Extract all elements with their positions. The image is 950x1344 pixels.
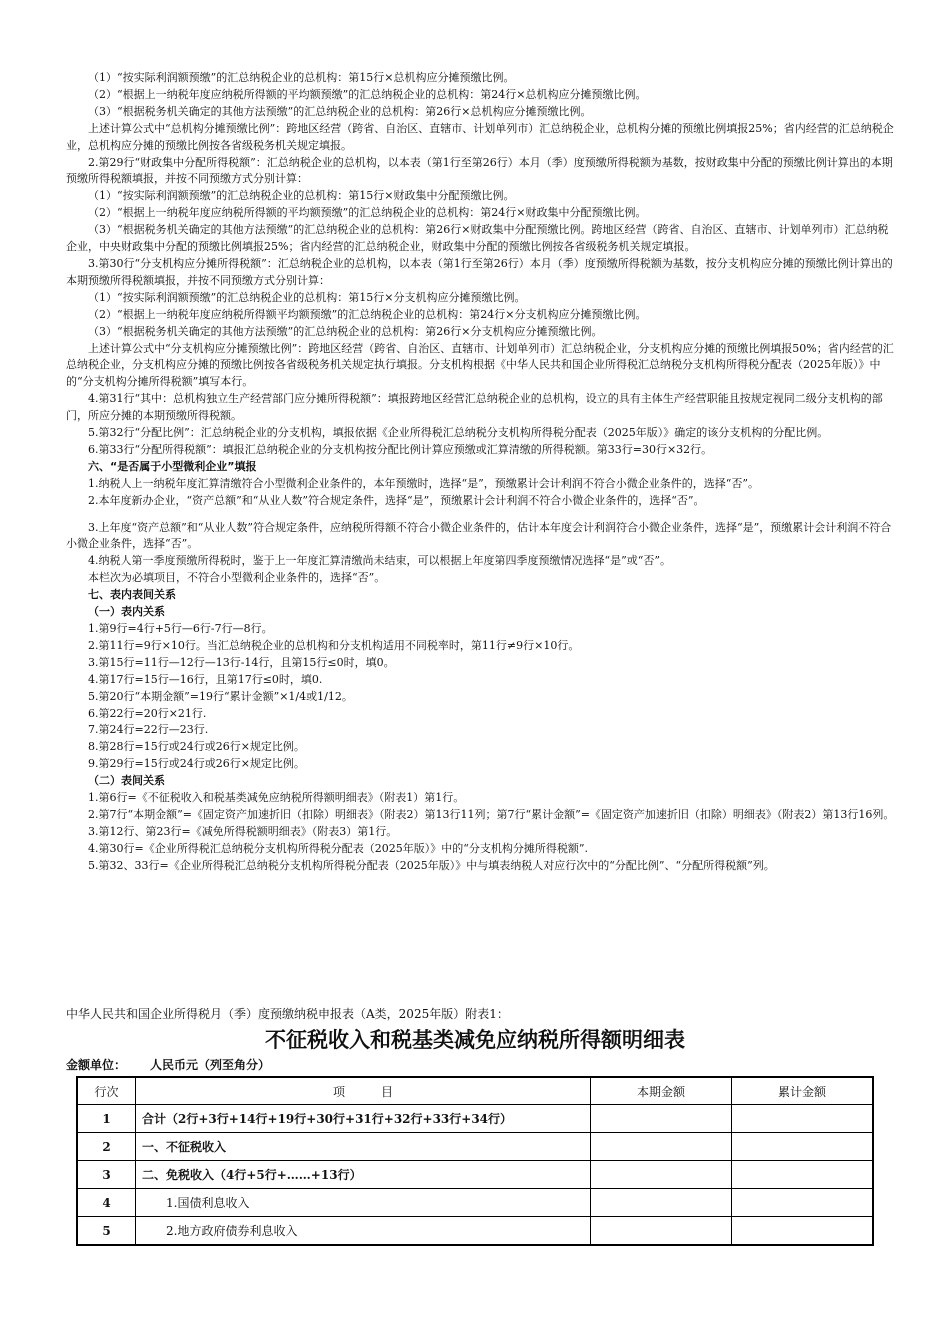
instruction-line: 6.第33行“分配所得税额”：填报汇总纳税企业的分支机构按分配比例计算应预缴或汇算清缴的所得税额。第33行=30行×32行。 bbox=[88, 442, 713, 456]
current-amount-cell[interactable] bbox=[591, 1161, 732, 1189]
unit-label: 金额单位： bbox=[66, 1058, 127, 1072]
form-title: 不征税收入和税基类减免应纳税所得额明细表 bbox=[265, 1028, 685, 1052]
instruction-line: （3）“根据税务机关确定的其他方法预缴”的汇总纳税企业的总机构：第26行×财政集中分配预缴比例。跨地区经营（跨省、自治区、直辖市、计划单列市）汇总纳税企业，中央财政集中分配的预缴比例填报25%；省内经营的汇总纳税企业，财政集中分配的预缴比例按各省级税务机关规定填报。 bbox=[66, 223, 889, 254]
section-heading: （二）表间关系 bbox=[88, 774, 165, 788]
instruction-line: 4.第31行“其中：总机构独立生产经营部门应分摊所得税额”：填报跨地区经营汇总纳税企业的总机构，设立的具有主体生产经营职能且按规定视同二级分支机构的部门，所应分摊的本期预缴所得税额。 bbox=[66, 392, 883, 423]
instruction-line: （3）“根据税务机关确定的其他方法预缴”的汇总纳税企业的总机构：第26行×总机构应分摊预缴比例。 bbox=[88, 104, 592, 118]
instruction-line: 8.第28行=15行或24行或26行×规定比例。 bbox=[88, 740, 305, 754]
header-item: 项 目 bbox=[136, 1077, 591, 1105]
instruction-line: 上述计算公式中“总机构分摊预缴比例”：跨地区经营（跨省、自治区、直辖市、计划单列市）汇总纳税企业，总机构分摊的预缴比例填报25%；省内经营的汇总纳税企业，总机构应分摊的预缴比例按各省级税务机关规定填报。 bbox=[66, 121, 894, 152]
header-current-amount: 本期金额 bbox=[591, 1077, 732, 1105]
row-number: 4 bbox=[77, 1189, 136, 1217]
row-item: 2.地方政府债券利息收入 bbox=[136, 1217, 591, 1246]
instruction-line: 3.第12行、第23行=《减免所得税额明细表》（附表3）第1行。 bbox=[88, 824, 398, 838]
instruction-line: 5.第32、33行=《企业所得税汇总纳税分支机构所得税分配表（2025年版）》中与填表纳税人对应行次中的“分配比例”、“分配所得税额”列。 bbox=[88, 858, 775, 872]
instruction-line: 4.第30行=《企业所得税汇总纳税分支机构所得税分配表（2025年版）》中的“分支机构分摊所得税额”. bbox=[88, 841, 588, 855]
instruction-line: 5.第32行“分配比例”：汇总纳税企业的分支机构，填报依据《企业所得税汇总纳税分支机构所得税分配表（2025年版）》确定的该分支机构的分配比例。 bbox=[88, 426, 829, 440]
instruction-line: 6.第22行=20行×21行. bbox=[88, 706, 207, 720]
section-heading: 七、表内表间关系 bbox=[88, 588, 176, 602]
instruction-line: 1.第6行=《不征税收入和税基类减免应纳税所得额明细表》（附表1）第1行。 bbox=[88, 791, 465, 805]
row-item: 1.国债利息收入 bbox=[136, 1189, 591, 1217]
cumulative-amount-cell[interactable] bbox=[732, 1105, 874, 1133]
cumulative-amount-cell[interactable] bbox=[732, 1189, 874, 1217]
instruction-line: 1.纳税人上一纳税年度汇算清缴符合小型微利企业条件的，本年预缴时，选择“是”，预缴累计会计利润不符合小微企业条件的，选择“否”。 bbox=[88, 476, 759, 490]
table-row bbox=[77, 1133, 873, 1161]
instruction-line: （3）“根据税务机关确定的其他方法预缴”的汇总纳税企业的总机构：第26行×分支机构应分摊预缴比例。 bbox=[88, 324, 603, 338]
current-amount-cell[interactable] bbox=[591, 1105, 732, 1133]
row-item: 二、免税收入（4行+5行+……+13行） bbox=[136, 1161, 591, 1189]
instruction-line: 3.上年度“资产总额”和“从业人数”符合规定条件，应纳税所得额不符合小微企业条件的，估计本年度会计利润符合小微企业条件，选择“是”，预缴累计会计利润不符合小微企业条件，选择“否”。 bbox=[66, 520, 892, 551]
row-number: 1 bbox=[77, 1105, 136, 1133]
current-amount-cell[interactable] bbox=[591, 1133, 732, 1161]
cumulative-amount-cell[interactable] bbox=[732, 1161, 874, 1189]
instruction-line: 1.第9行=4行+5行—6行-7行—8行。 bbox=[88, 622, 273, 635]
table-header-row bbox=[77, 1077, 873, 1105]
instruction-line: 4.第17行=15行—16行，且第17行≤0时，填0. bbox=[88, 672, 323, 686]
instruction-line: （1）“按实际利润额预缴”的汇总纳税企业的总机构：第15行×财政集中分配预缴比例。 bbox=[88, 189, 515, 203]
instruction-line: 上述计算公式中“分支机构应分摊预缴比例”：跨地区经营（跨省、自治区、直辖市、计划单列市）汇总纳税企业，分支机构应分摊的预缴比例填报50%；省内经营的汇总纳税企业，分支机构应分摊的预缴比例按各省级税务机关规定执行填报。分支机构根据《中华人民共和国企业所得税汇总纳税分支机构所得税分配表（2025年版）》中的“分支机构分摊所得税额”填写本行。 bbox=[66, 341, 894, 389]
instruction-line: （2）“根据上一纳税年度应纳税所得额的平均额预缴”的汇总纳税企业的总机构：第24行×总机构应分摊预缴比例。 bbox=[88, 87, 647, 101]
instruction-line: 2.第29行“财政集中分配所得税额”：汇总纳税企业的总机构，以本表（第1行至第26行）本月（季）度预缴所得税额为基数，按财政集中分配的预缴比例计算出的本期预缴所得税额填报，并按不同预缴方式分别计算： bbox=[66, 155, 893, 186]
header-row-no: 行次 bbox=[77, 1077, 136, 1105]
detail-table bbox=[76, 1076, 874, 1246]
current-amount-cell[interactable] bbox=[591, 1217, 732, 1246]
cumulative-amount-cell[interactable] bbox=[732, 1133, 874, 1161]
blank-line bbox=[66, 510, 896, 520]
instructions-text bbox=[66, 70, 896, 875]
row-number: 2 bbox=[77, 1133, 136, 1161]
instruction-line: 7.第24行=22行—23行. bbox=[88, 723, 209, 737]
instruction-line: 3.第15行=11行—12行—13行-14行，且第15行≤0时，填0。 bbox=[88, 655, 395, 669]
instruction-line: 3.第30行“分支机构应分摊所得税额”：汇总纳税企业的总机构，以本表（第1行至第26行）本月（季）度预缴所得税额为基数，按分支机构应分摊的预缴比例计算出的本期预缴所得税额填报，并按不同预缴方式分别计算： bbox=[66, 256, 893, 287]
unit-value: 人民币元（列至角分） bbox=[150, 1058, 271, 1072]
header-cumulative-amount: 累计金额 bbox=[732, 1077, 874, 1105]
instruction-line: 9.第29行=15行或24行或26行×规定比例。 bbox=[88, 757, 305, 771]
instruction-line: 本栏次为必填项目，不符合小型微利企业条件的，选择“否”。 bbox=[88, 571, 386, 585]
table-row bbox=[77, 1161, 873, 1189]
instruction-line: 5.第20行“本期金额”=19行“累计金额”×1/4或1/12。 bbox=[88, 689, 353, 703]
table-row bbox=[77, 1189, 873, 1217]
instruction-line: 2.第11行=9行×10行。当汇总纳税企业的总机构和分支机构适用不同税率时，第11行≠9行×10行。 bbox=[88, 638, 580, 652]
row-item: 一、不征税收入 bbox=[136, 1133, 591, 1161]
row-item: 合计（2行+3行+14行+19行+30行+31行+32行+33行+34行） bbox=[136, 1105, 591, 1133]
table-row bbox=[77, 1105, 873, 1133]
amount-unit bbox=[66, 1056, 270, 1073]
section-heading: 六、“是否属于小型微利企业”填报 bbox=[88, 459, 257, 473]
instruction-line: （1）“按实际利润额预缴”的汇总纳税企业的总机构：第15行×总机构应分摊预缴比例。 bbox=[88, 71, 515, 84]
row-number: 5 bbox=[77, 1217, 136, 1246]
instruction-line: （2）“根据上一纳税年度应纳税所得额的平均额预缴”的汇总纳税企业的总机构：第24行×财政集中分配预缴比例。 bbox=[88, 206, 647, 220]
instruction-line: 2.本年度新办企业，“资产总额”和“从业人数”符合规定条件，选择“是”，预缴累计会计利润不符合小微企业条件的，选择“否”。 bbox=[88, 493, 705, 507]
section-heading: （一）表内关系 bbox=[88, 605, 165, 619]
cumulative-amount-cell[interactable] bbox=[732, 1217, 874, 1246]
instruction-line: 4.纳税人第一季度预缴所得税时，鉴于上一年度汇算清缴尚未结束，可以根据上年度第四季度预缴情况选择“是”或“否”。 bbox=[88, 554, 671, 568]
instruction-line: 2.第7行“本期金额”=《固定资产加速折旧（扣除）明细表》（附表2）第13行11列；第7行“累计金额”=《固定资产加速折旧（扣除）明细表》（附表2）第13行16列。 bbox=[88, 807, 895, 821]
row-number: 3 bbox=[77, 1161, 136, 1189]
instruction-line: （1）“按实际利润额预缴”的汇总纳税企业的总机构：第15行×分支机构应分摊预缴比例。 bbox=[88, 290, 526, 304]
current-amount-cell[interactable] bbox=[591, 1189, 732, 1217]
table-row bbox=[77, 1217, 873, 1246]
attachment-caption: 中华人民共和国企业所得税月（季）度预缴纳税申报表（A类，2025年版）附表1： bbox=[66, 1007, 509, 1021]
instruction-line: （2）“根据上一纳税年度应纳税所得额平均额预缴”的汇总纳税企业的总机构：第24行×分支机构应分摊预缴比例。 bbox=[88, 307, 647, 321]
